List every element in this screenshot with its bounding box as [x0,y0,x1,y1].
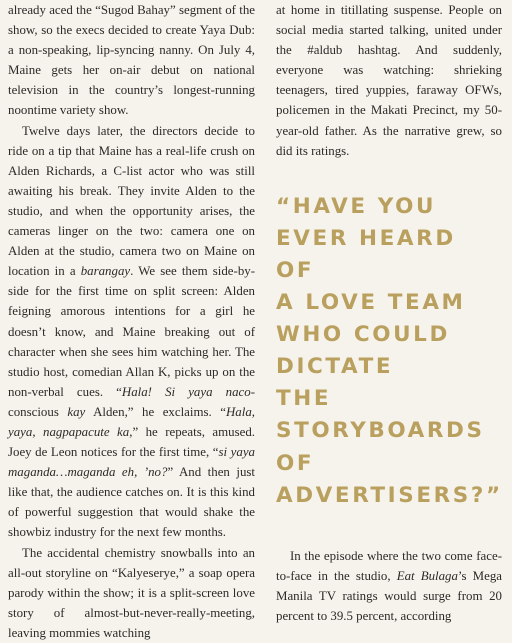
paragraph: Twelve days later, the directors decide to ride on a tip that Maine has a real-life crush on Alden Richards, a C-list actor who was still awaiting his break. They invite Alden to the studio, and when the opportunity arises, the cameras linger on the two: camera one on Alden at the studio, camera two on Maine on location in a barangay. We see them side-by-side for the first time on split screen: Alden feigning amorous intentions for a girl he doesn’t know, and Maine breaking out of character when she sees him watching her. The studio host, comedian Allan K, picks up on the non-verbal cues. “Hala! Si yaya naco-conscious kay Alden,” he exclaims. “Hala, yaya, nagpapacute ka,” he repeats, amused. Joey de Leon notices for the first time, “si yaya maganda…maganda eh, ’no?” And then just like that, the audience catches on. It is this kind of powerful suggestion that would shake the showbiz industry for the next few months. [8,123,256,540]
paragraph: The accidental chemistry snowballs into an all-out storyline on “Kalyeserye,” a soap opera parody within the show; it is a split-screen love story of almost-but-never-really-meeting, leaving mommies watching [8,545,255,640]
right-column [276,0,502,626]
paragraph: already aced the “Sugod Bahay” segment of the show, so the execs decided to create Yaya Dub: a non-speaking, lip-syncing nanny. On July 4, Maine gets her on-air debut on national television in the country’s longest-running noontime variety show. [8,3,255,118]
left-column [8,0,255,643]
paragraph: In the episode where the two come face-to-face in the studio, Eat Bulaga’s Mega Manila TV ratings would surge from 20 percent to 39.5 percent, according [276,548,502,623]
pull-quote: “HAVE YOU EVER HEARD OF A LOVE TEAM WHO COULD DICTATE THE STORYBOARDS OF ADVERTISERS?” [276,193,503,508]
paragraph: at home in titillating suspense. People on social media started talking, united under the #aldub hashtag. And suddenly, everyone was watching: shrieking teenagers, tired yuppies, faraway OFWs, policemen in the Makati Precinct, my 50-year-old father. As the narrative grew, so did its ratings. [276,3,502,158]
